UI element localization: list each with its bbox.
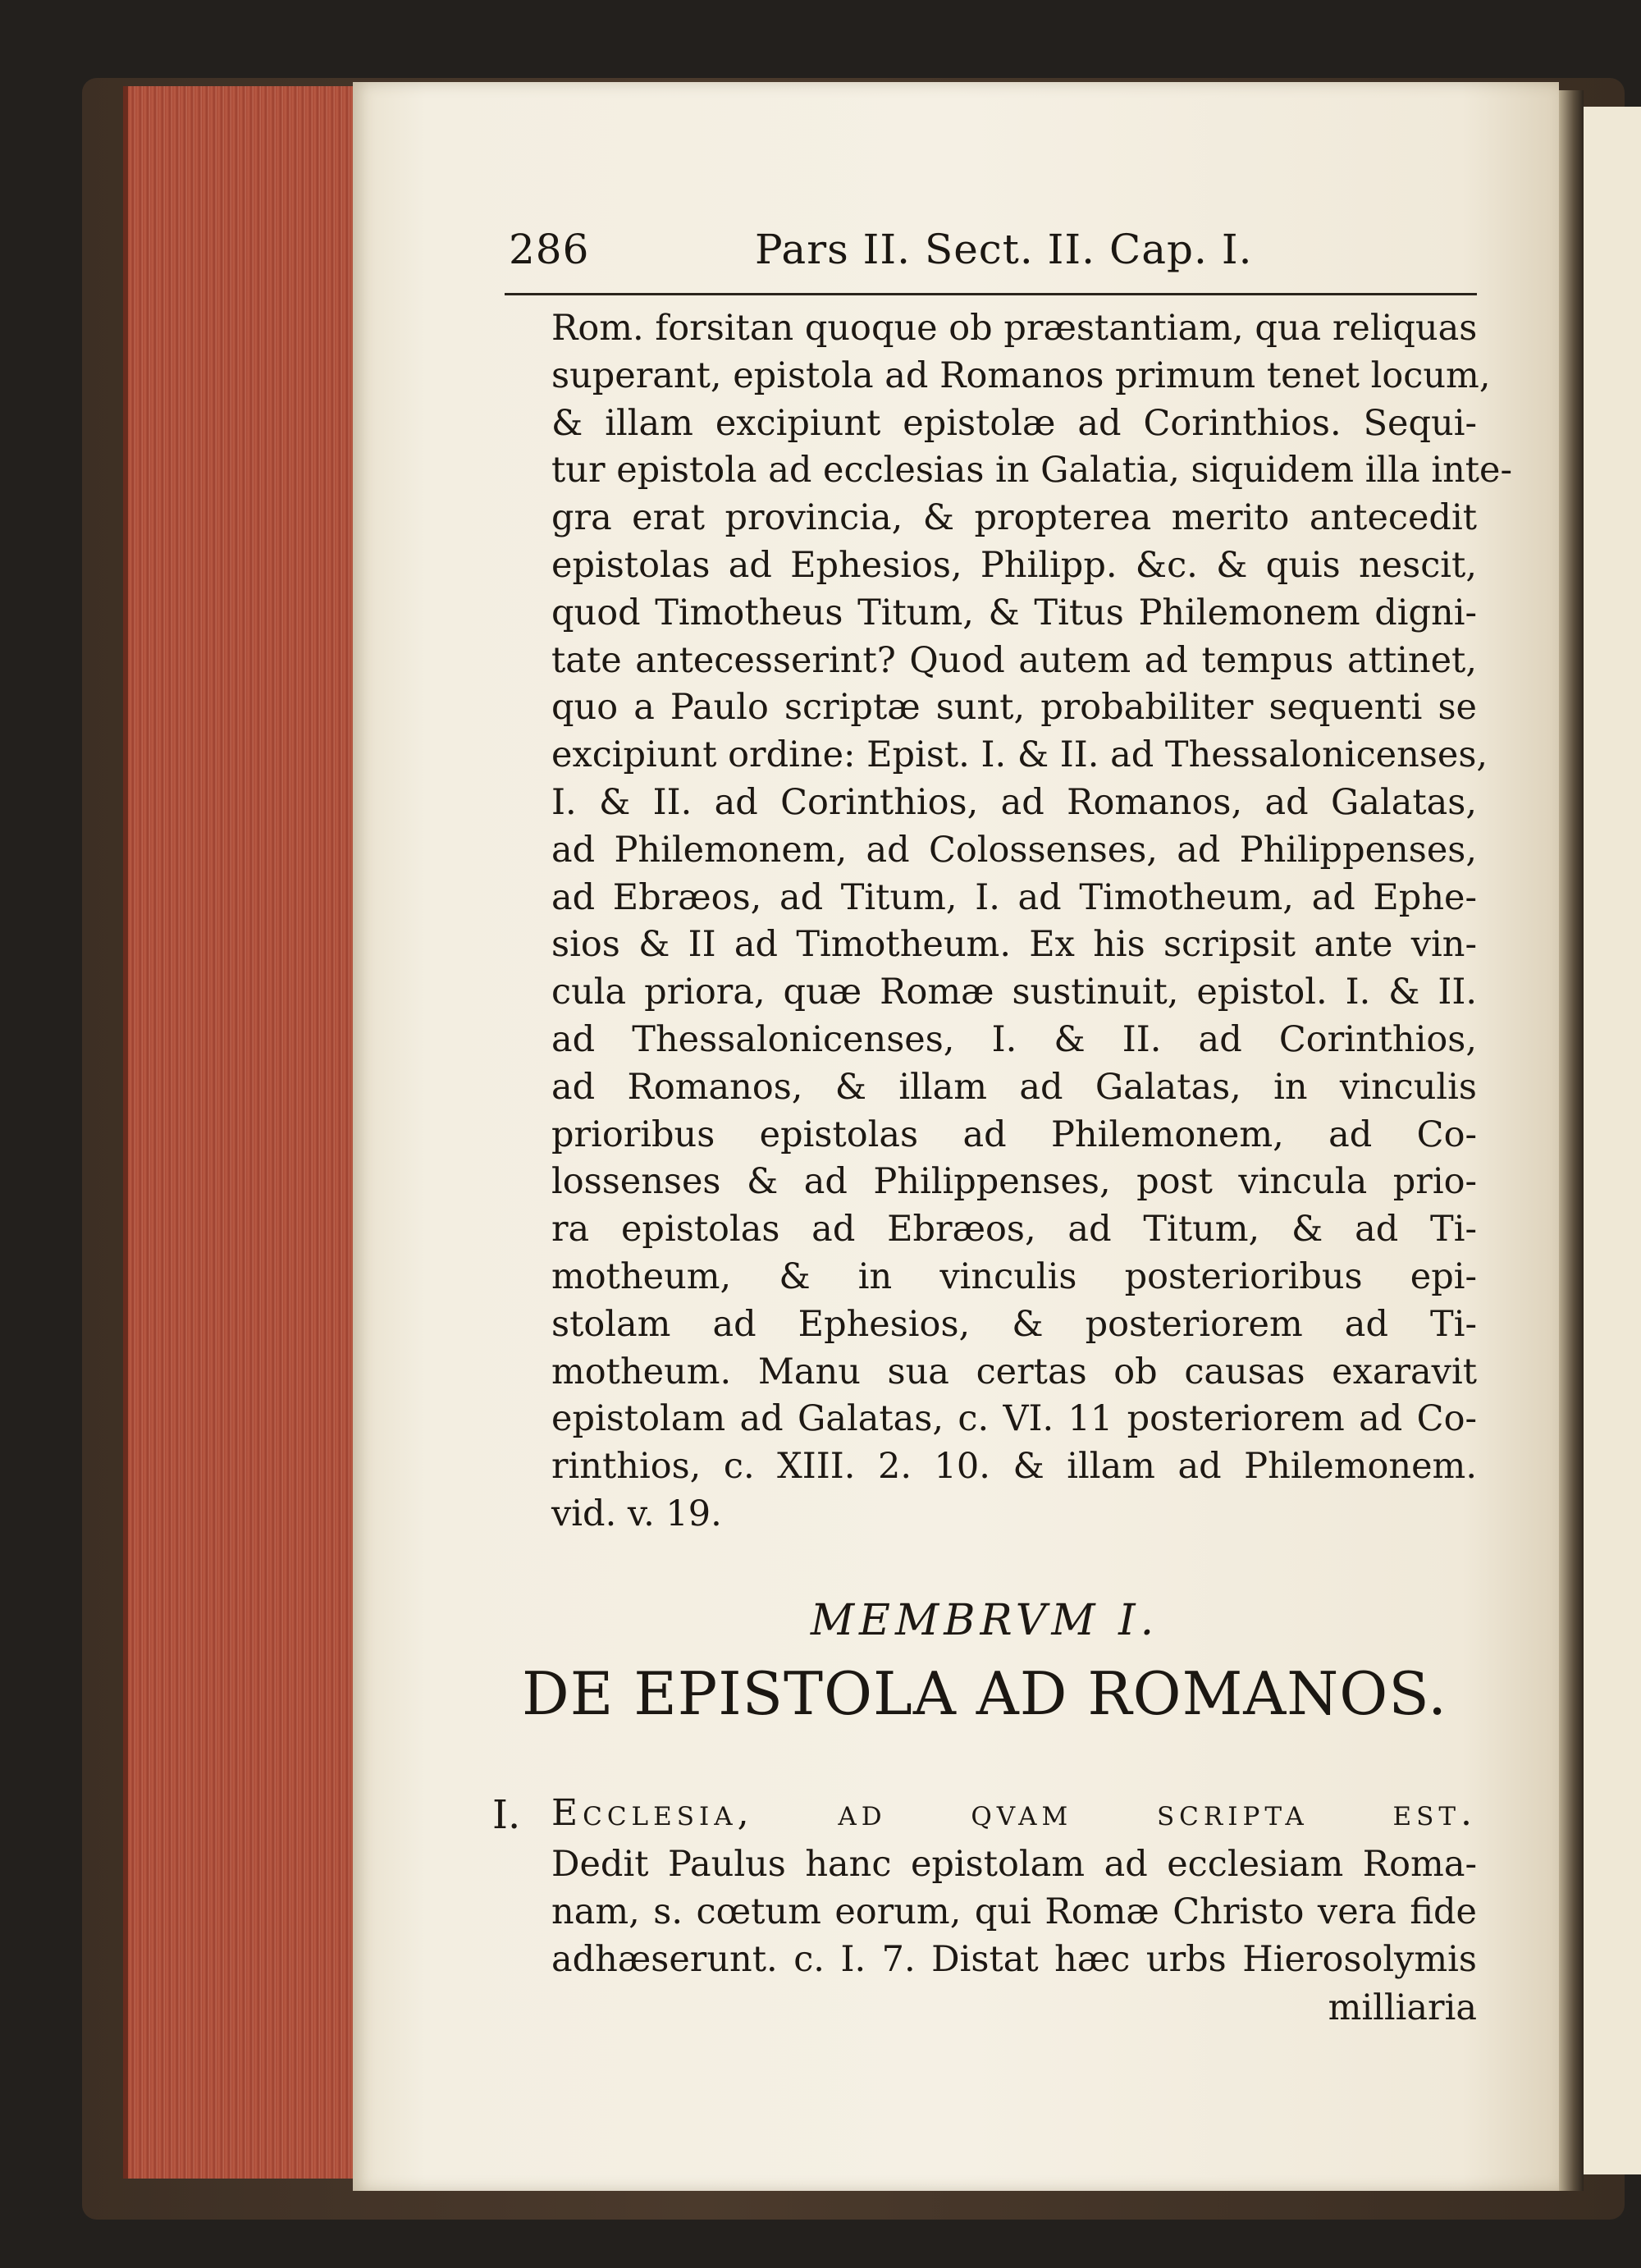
section-body bbox=[551, 1840, 1477, 1982]
text-line: cula priora, quæ Romæ sustinuit, epistol. I. & II. bbox=[551, 972, 1477, 1013]
text-line: tur epistola ad ecclesias in Galatia, siquidem illa inte- bbox=[551, 450, 1513, 492]
catchword: milliaria bbox=[1328, 1987, 1477, 2028]
text-line: epistolas ad Ephesios, Philipp. &c. & quis nescit, bbox=[551, 544, 1477, 586]
text-line: excipiunt ordine: Epist. I. & II. ad Thessalonicenses, bbox=[551, 734, 1488, 776]
text-line: ra epistolas ad Ebræos, ad Titum, & ad Ti- bbox=[551, 1209, 1477, 1251]
red-page-edges bbox=[123, 86, 366, 2179]
running-head: Pars II. Sect. II. Cap. I. bbox=[755, 226, 1253, 273]
page-header bbox=[509, 226, 1477, 283]
book-gutter bbox=[1559, 90, 1584, 2191]
text-line: lossenses & ad Philippenses, post vincula prio- bbox=[551, 1161, 1477, 1203]
text-line: & illam excipiunt epistolæ ad Corinthios. Sequi- bbox=[551, 402, 1477, 444]
text-line: nam, s. cœtum eorum, qui Romæ Christo vera fide bbox=[551, 1891, 1477, 1932]
text-line: stolam ad Ephesios, & posteriorem ad Ti- bbox=[551, 1303, 1477, 1345]
section-title: Ecclesia, ad qvam scripta est. bbox=[551, 1792, 1477, 1834]
text-line: superant, epistola ad Romanos primum tenet locum, bbox=[551, 354, 1491, 396]
text-line: vid. v. 19. bbox=[551, 1493, 722, 1534]
text-line: prioribus epistolas ad Philemonem, ad Co- bbox=[551, 1113, 1477, 1155]
text-line: ad Thessalonicenses, I. & II. ad Corinthios, bbox=[551, 1018, 1477, 1060]
header-rule bbox=[505, 293, 1477, 295]
text-line: quo a Paulo scriptæ sunt, probabiliter sequenti se bbox=[551, 687, 1477, 729]
text-line: ad Philemonem, ad Colossenses, ad Philippenses, bbox=[551, 829, 1477, 871]
text-line: motheum. Manu sua certas ob causas exaravit bbox=[551, 1351, 1477, 1392]
text-line: Rom. forsitan quoque ob præstantiam, qua reliquas bbox=[551, 308, 1478, 349]
text-line: epistolam ad Galatas, c. VI. 11 posteriorem ad Co- bbox=[551, 1398, 1477, 1440]
text-line: quod Timotheus Titum, & Titus Philemonem digni- bbox=[551, 592, 1477, 633]
text-line: motheum, & in vinculis posterioribus epi- bbox=[551, 1255, 1477, 1297]
text-line: ad Romanos, & illam ad Galatas, in vinculis bbox=[551, 1066, 1477, 1108]
text-line: adhæserunt. c. I. 7. Distat hæc urbs Hierosolymis bbox=[551, 1938, 1477, 1980]
section-heading: DE EPISTOLA AD ROMANOS. bbox=[522, 1659, 1447, 1728]
text-line: ad Ebræos, ad Titum, I. ad Timotheum, ad Ephe- bbox=[551, 876, 1477, 918]
page-number: 286 bbox=[509, 226, 590, 273]
membrum-title: MEMBRVM I. bbox=[810, 1596, 1159, 1645]
text-line: gra erat provincia, & propterea merito antecedit bbox=[551, 497, 1477, 539]
text-line: sios & II ad Timotheum. Ex his scripsit ante vin- bbox=[551, 924, 1477, 966]
text-line: tate antecesserint? Quod autem ad tempus attinet, bbox=[551, 639, 1477, 681]
section-number: I. bbox=[492, 1792, 521, 1838]
body-text bbox=[551, 305, 1513, 1539]
text-line: rinthios, c. XIII. 2. 10. & illam ad Philemonem. bbox=[551, 1446, 1477, 1488]
facing-page-edge bbox=[1584, 107, 1641, 2174]
text-line: I. & II. ad Corinthios, ad Romanos, ad Galatas, bbox=[551, 781, 1477, 823]
text-line: Dedit Paulus hanc epistolam ad ecclesiam Roma- bbox=[551, 1844, 1477, 1885]
